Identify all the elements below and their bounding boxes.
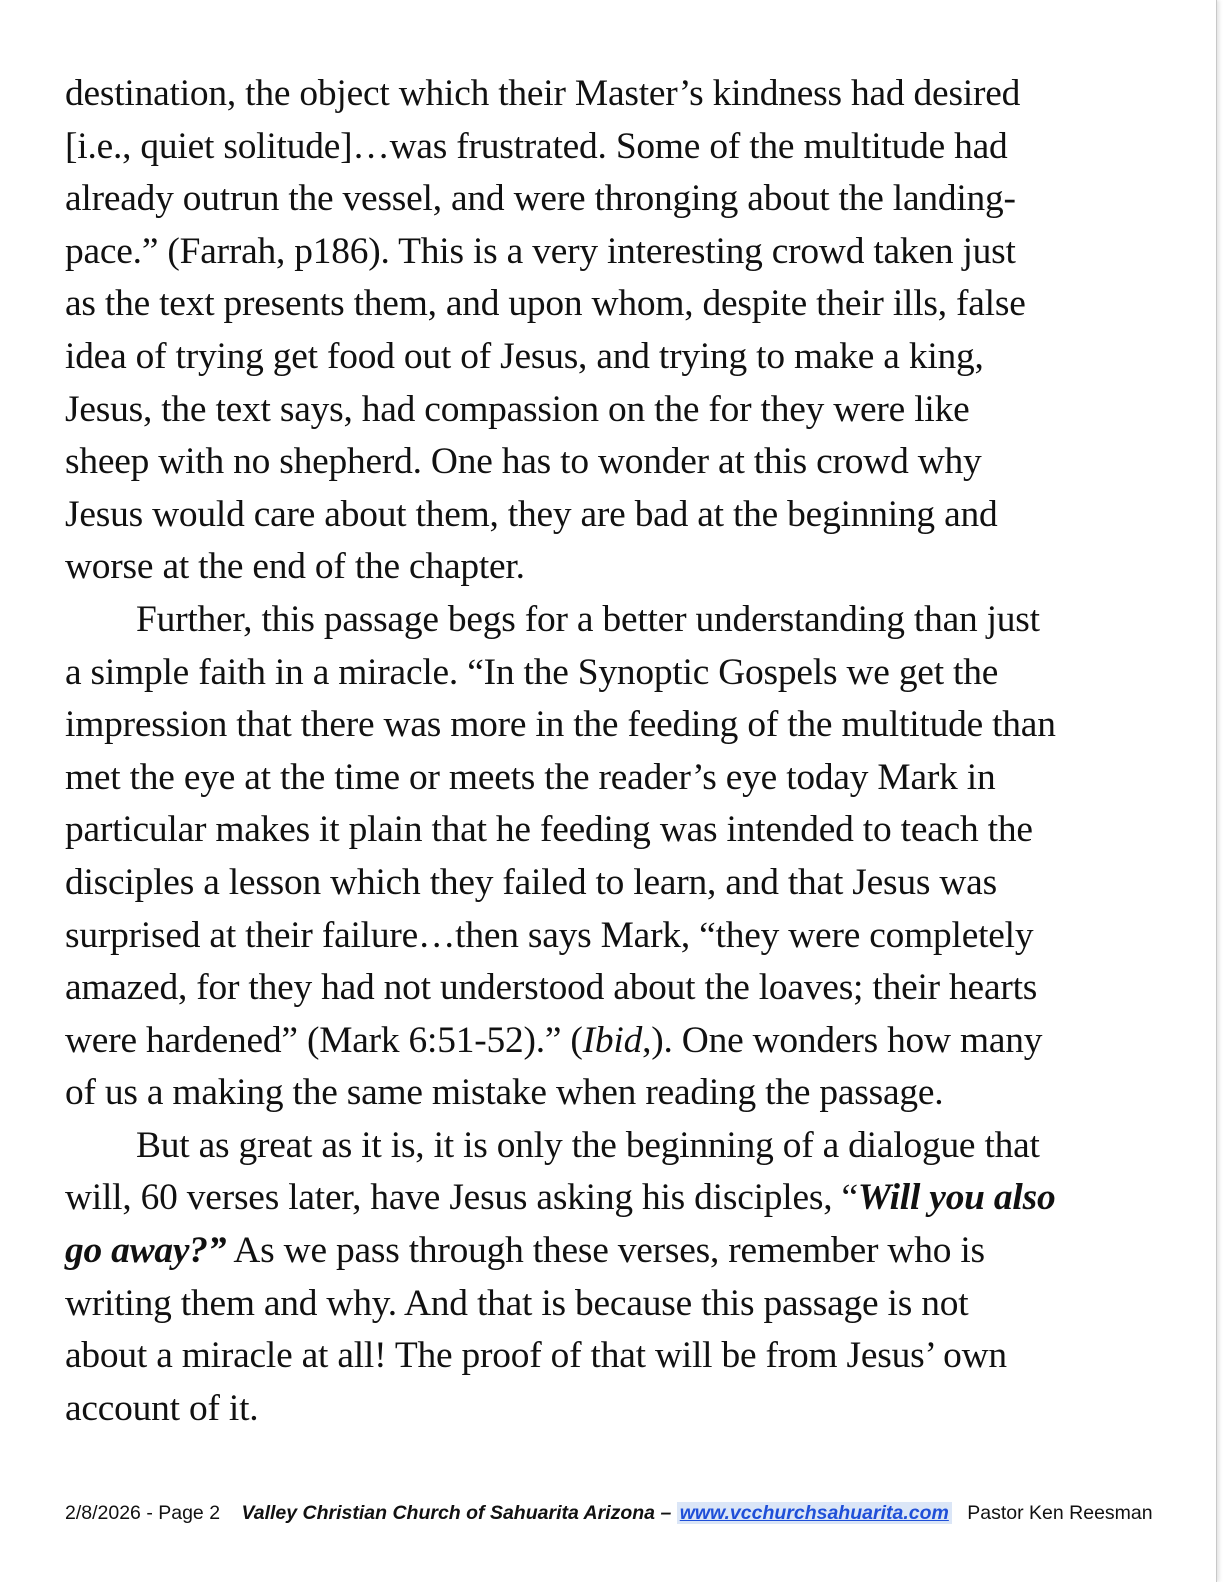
text-segment: ,). One wonders how many: [642, 1019, 1043, 1061]
text-line: met the eye at the time or meets the reader’s eye today Mark in: [65, 756, 996, 798]
text-line: Jesus would care about them, they are bad at the beginning and: [65, 493, 998, 535]
text-line: destination, the object which their Master’s kindness had desired: [65, 73, 1021, 114]
text-line: Jesus, the text says, had compassion on the for they were like: [65, 388, 970, 430]
text-line: [65, 1225, 1145, 1278]
citation-ibid: Ibid: [582, 1019, 643, 1061]
text-line: disciples a lesson which they failed to learn, and that Jesus was: [65, 861, 997, 903]
text-line: particular makes it plain that he feeding was intended to teach the: [65, 809, 1033, 851]
emphasized-quote: Will you also: [857, 1177, 1056, 1219]
text-segment: As we pass through these verses, remember who is: [226, 1230, 985, 1272]
footer-date-page: 2/8/2026 - Page 2: [65, 1502, 221, 1524]
text-line: about a miracle at all! The proof of that will be from Jesus’ own: [65, 1335, 1007, 1377]
text-line: as the text presents them, and upon whom, despite their ills, false: [65, 283, 1026, 325]
emphasized-quote: go away?”: [65, 1230, 227, 1272]
text-line: surprised at their failure…then says Mark, “they were completely: [65, 914, 1034, 956]
text-line: [65, 1172, 1145, 1225]
text-line: [65, 1015, 1145, 1068]
text-line: pace.” (Farrah, p186). This is a very interesting crowd taken just: [65, 230, 1016, 272]
page-footer: [65, 1502, 1153, 1525]
text-line: already outrun the vessel, and were thronging about the landing-: [65, 178, 1016, 220]
paragraph-start-line: But as great as it is, it is only the beginning of a dialogue that: [136, 1124, 1040, 1166]
text-line: impression that there was more in the feeding of the multitude than: [65, 704, 1056, 746]
text-line: of us a making the same mistake when reading the passage.: [65, 1072, 944, 1114]
footer-pastor-name: Pastor Ken Reesman: [967, 1502, 1153, 1524]
text-line: amazed, for they had not understood about the loaves; their hearts: [65, 967, 1038, 1009]
text-segment: were hardened” (Mark 6:51-52).” (: [65, 1019, 583, 1061]
text-line: sheep with no shepherd. One has to wonder at this crowd why: [65, 441, 982, 483]
paragraph-start-line: Further, this passage begs for a better understanding than just: [136, 598, 1040, 640]
text-line: a simple faith in a miracle. “In the Synoptic Gospels we get the: [65, 651, 999, 693]
text-line: writing them and why. And that is because this passage is not: [65, 1282, 969, 1324]
text-line: idea of trying get food out of Jesus, and trying to make a king,: [65, 335, 984, 377]
body-text: [65, 68, 1145, 1435]
text-line: worse at the end of the chapter.: [65, 546, 525, 588]
footer-website-link[interactable]: www.vcchurchsahuarita.com: [677, 1502, 952, 1524]
text-line: account of it.: [65, 1387, 259, 1429]
text-line: [i.e., quiet solitude]…was frustrated. Some of the multitude had: [65, 125, 1008, 167]
footer-church-name: Valley Christian Church of Sahuarita Arizona –: [241, 1502, 672, 1524]
text-segment: will, 60 verses later, have Jesus asking his disciples, “: [65, 1177, 858, 1219]
